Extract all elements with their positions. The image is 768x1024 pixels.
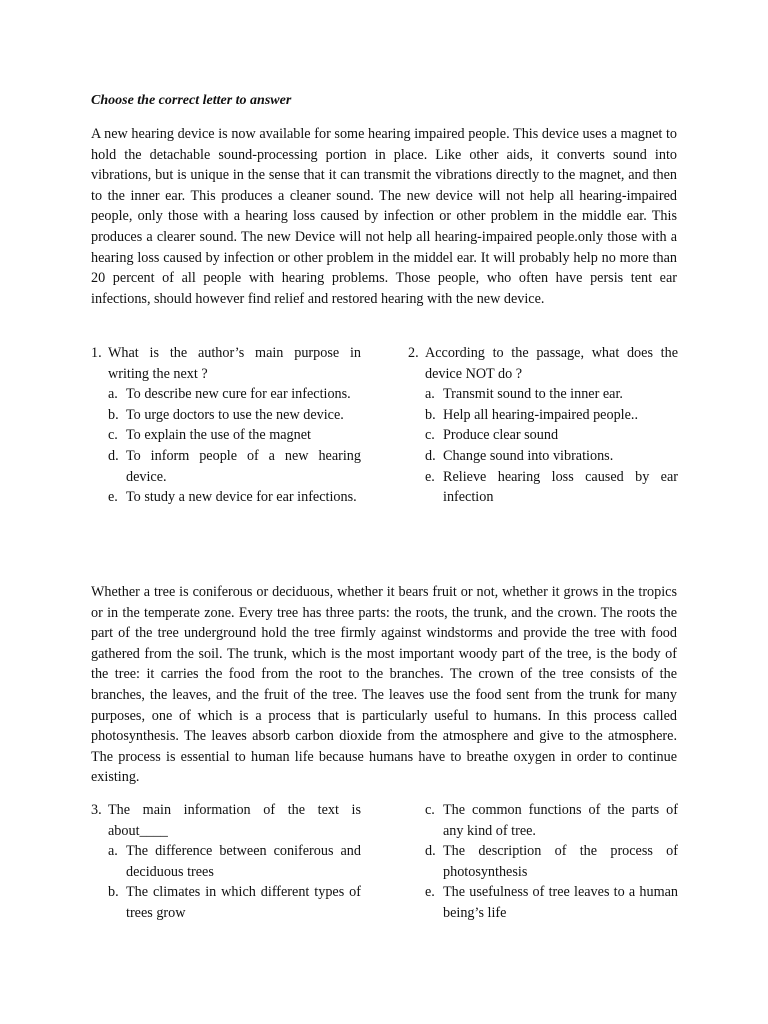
passage-trees: Whether a tree is coniferous or deciduous, whether it bears fruit or not, whether it grows in the tropics or in the temperate zone. Every tree has three parts: the roots, the trunk, and the crown. The roots the part of the tree underground hold the tree firmly against windstorms and provide the tree with food gathered from the soil. The trunk, which is the most important woody part of the tree, is the body of the tree: it carries the food from the root to the branches. The crown of the tree consists of the branches, the leaves, and the fruit of the tree. The leaves use the food sent from the trunk for many purposes, one of which is a process that is particularly useful to humans. In this process called photosynthesis. The leaves absorb carbon dioxide from the atmosphere and give to the atmosphere. The process is essential to human life because humans have to breathe oxygen in order to continue existing. [91, 584, 677, 786]
option-text: Relieve hearing loss caused by ear infection [443, 468, 678, 506]
option-c[interactable] [91, 425, 361, 446]
option-a[interactable] [91, 841, 361, 882]
question-2 [408, 343, 678, 508]
option-text: To urge doctors to use the new device. [126, 406, 344, 423]
option-letter: e. [425, 884, 435, 901]
option-text: Produce clear sound [443, 427, 559, 444]
option-letter: a. [425, 386, 435, 403]
option-letter: a. [108, 386, 118, 403]
question-number: 1. [91, 345, 102, 361]
question-3-continued [408, 800, 678, 924]
option-letter: b. [425, 406, 436, 423]
option-text: To explain the use of the magnet [126, 427, 311, 444]
option-text: To describe new cure for ear infections. [126, 386, 351, 403]
option-text: The difference between coniferous and deciduous trees [126, 843, 361, 880]
option-letter: a. [108, 843, 118, 860]
option-text: Transmit sound to the inner ear. [443, 386, 623, 403]
instructions-heading: Choose the correct letter to answer [91, 93, 292, 108]
question-number: 3. [91, 802, 102, 818]
question-text: According to the passage, what does the device NOT do ? [425, 345, 678, 382]
option-e[interactable] [408, 467, 678, 508]
option-text: To inform people of a new hearing device. [126, 447, 361, 485]
passage-hearing-device: A new hearing device is now available for some hearing impaired people. This device uses a magnet to hold the detachable sound-processing portion in place. Like other aids, it converts sound into vibrations, but is unique in the sense that it can transmit the vibrations directly to the magnet, and then to the inner ear. This produces a cleaner sound. The new device will not help all hearing-impaired people, only those with a hearing loss caused by infection or other problem in the middle ear. This produces a clearer sound. The new Device will not help all hearing-impaired people.only those with a hearing loss caused by infection or other problem in the middel ear. It will probably help no more than 20 percent of all people with hearing problems. Those people, who often have persis tent ear infections, should however find relief and restored hearing with the new device. [91, 126, 677, 307]
option-letter: d. [425, 447, 436, 464]
option-d[interactable] [408, 841, 678, 882]
option-letter: c. [425, 427, 435, 444]
option-letter: b. [108, 884, 119, 901]
option-b[interactable] [408, 405, 678, 426]
question-3-stem [91, 800, 361, 841]
question-number: 2. [408, 345, 419, 361]
option-letter: d. [425, 843, 436, 860]
question-text: What is the author’s main purpose in writing the next ? [108, 345, 361, 382]
option-letter: e. [108, 489, 118, 506]
option-letter: b. [108, 406, 119, 423]
option-letter: c. [425, 802, 435, 818]
option-letter: e. [425, 468, 435, 485]
question-3 [91, 800, 361, 924]
option-c[interactable] [408, 425, 678, 446]
option-text: Change sound into vibrations. [443, 447, 614, 464]
option-b[interactable] [91, 405, 361, 426]
question-2-stem [408, 343, 678, 384]
option-text: The description of the process of photosynthesis [443, 843, 678, 880]
option-text: The climates in which different types of trees grow [126, 884, 361, 921]
question-3-options-left [91, 841, 361, 923]
option-d[interactable] [91, 446, 361, 487]
option-d[interactable] [408, 446, 678, 467]
option-text: Help all hearing-impaired people.. [443, 406, 639, 423]
option-b[interactable] [91, 882, 361, 923]
option-text: The common functions of the parts of any kind of tree. [443, 802, 678, 839]
option-letter: c. [108, 427, 118, 444]
question-3-options-right [408, 800, 678, 924]
option-c[interactable] [408, 800, 678, 841]
option-text: The usefulness of tree leaves to a human being’s life [443, 884, 678, 921]
option-e[interactable] [408, 882, 678, 923]
question-text: The main information of the text is about____ [108, 802, 361, 839]
question-1-stem [91, 343, 361, 384]
option-e[interactable] [91, 487, 361, 508]
option-text: To study a new device for ear infections. [126, 489, 357, 506]
question-2-options [408, 384, 678, 508]
option-a[interactable] [408, 384, 678, 405]
question-1 [91, 343, 361, 508]
option-a[interactable] [91, 384, 361, 405]
option-letter: d. [108, 447, 119, 464]
question-1-options [91, 384, 361, 508]
